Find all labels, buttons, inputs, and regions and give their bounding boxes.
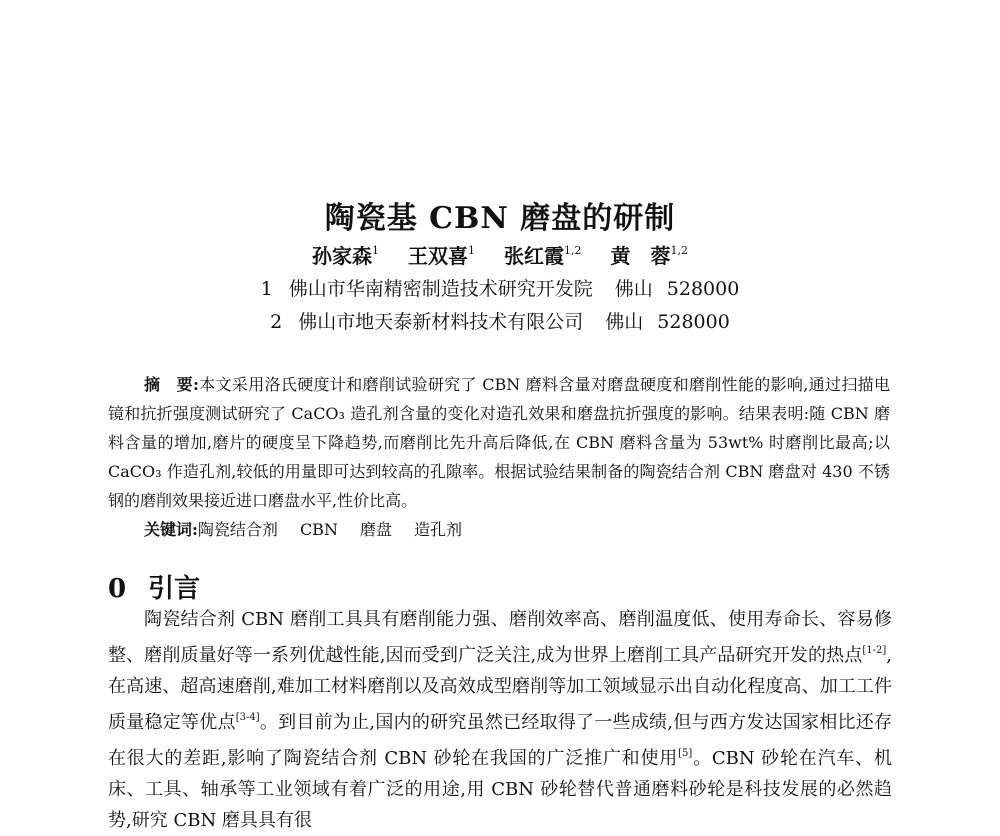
author [408,244,475,268]
citation: [1-2] [862,645,887,656]
keywords [144,517,484,540]
author-affiliation-mark: 1 [468,244,476,257]
citation: [5] [678,748,693,759]
abstract-label: 摘 要: [144,375,199,394]
keyword: CBN [299,520,338,539]
author [504,244,582,268]
affiliation [0,274,1000,301]
affiliation-org: 佛山市地天泰新材料技术有限公司 [298,311,584,333]
paper-title: 陶瓷基 CBN 磨盘的研制 [324,201,676,236]
affiliation [0,307,1000,334]
section-heading [108,568,200,605]
author-name: 黄 蓉 [610,244,671,268]
citation: [3-4] [235,712,260,723]
body-text: 陶瓷结合剂 CBN 磨削工具具有磨削能力强、磨削效率高、磨削温度低、使用寿命长、容易修整、磨削质量好等一系列优越性能,因而受到广泛关注,成为世界上磨削工具产品研究开发的热点 [108,609,892,666]
affiliation-city: 佛山 [605,311,644,333]
section-title: 引言 [148,574,201,604]
section-number: 0 [108,574,127,604]
author-affiliation-mark: 1 [372,244,380,257]
affiliation-number: 1 [260,278,273,300]
affiliation-postcode: 528000 [657,311,730,333]
author-name: 孙家森 [312,244,373,268]
keyword: 造孔剂 [413,520,462,539]
author-affiliation-mark: 1,2 [670,244,688,257]
author [610,244,688,268]
affiliation-postcode: 528000 [666,278,740,300]
abstract [108,370,890,515]
author-list [0,240,1000,269]
body-text: 。CBN 砂轮在汽车、机床、工具、轴承等工业领域有着广泛的用途,用 CBN 砂轮替代普通磨料砂轮是科技发展的必然趋势,研究 CBN 磨具具有很 [108,748,892,831]
affiliation-org: 佛山市华南精密制造技术研究开发院 [288,278,593,300]
author-affiliation-mark: 1,2 [563,244,582,257]
abstract-text: 本文采用洛氏硬度计和磨削试验研究了 CBN 磨料含量对磨盘硬度和磨削性能的影响,通过扫描电镜和抗折强度测试研究了 CaCO₃ 造孔剂含量的变化对造孔效果和磨盘抗折强度的影响。结果表明:随 CBN 磨料含量的增加,磨片的硬度呈下降趋势,而磨削比先升高后降低,在 CBN 磨料含量为 53wt% 时磨削比最高;以 CaCO₃ 作造孔剂,较低的用量即可达到较高的孔隙率。根据试验结果制备的陶瓷结合剂 CBN 磨盘对 430 不锈钢的磨削效果接近进口磨盘水平,性价比高。 [108,375,890,510]
body-text: ,在高速、超高速磨削,难加工材料磨削以及高效成型磨削等加工领域显示出自动化程度高、加工工件质量稳定等优点 [108,645,892,733]
author-name: 张红霞 [503,244,564,268]
keywords-label: 关键词: [144,520,198,539]
body-text: 。到目前为止,国内的研究虽然已经取得了一些成绩,但与西方发达国家相比还存在很大的差距,影响了陶瓷结合剂 CBN 砂轮在我国的广泛推广和使用 [108,712,892,769]
keyword: 磨盘 [359,520,392,539]
author-name: 王双喜 [408,244,469,268]
introduction-body [108,604,892,836]
affiliation-city: 佛山 [614,278,653,300]
affiliation-number: 2 [270,311,283,333]
author [312,244,379,268]
keyword: 陶瓷结合剂 [197,520,278,539]
